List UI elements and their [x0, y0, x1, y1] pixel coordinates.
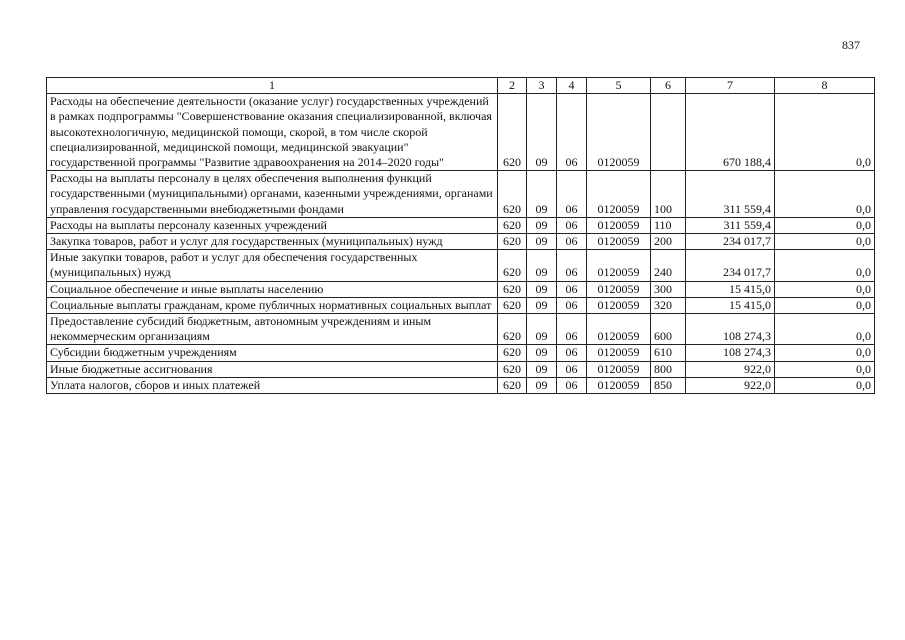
row-expense-type-cell: 800 [651, 361, 686, 377]
row-code-cell: 620 [498, 361, 527, 377]
row-code-cell: 620 [498, 314, 527, 345]
row-name-cell: Иные бюджетные ассигнования [47, 361, 498, 377]
row-name-cell: Расходы на выплаты персоналу казенных учреждений [47, 217, 498, 233]
row-subsection-cell: 06 [557, 234, 587, 250]
row-expense-type-cell: 850 [651, 377, 686, 393]
row-code-cell: 620 [498, 281, 527, 297]
row-amount-2-cell: 0,0 [775, 94, 875, 171]
row-code-cell: 620 [498, 217, 527, 233]
row-code-cell: 620 [498, 377, 527, 393]
row-section-cell: 09 [527, 361, 557, 377]
row-target-article-cell: 0120059 [587, 297, 651, 313]
row-section-cell: 09 [527, 171, 557, 218]
table-row [47, 345, 875, 361]
row-subsection-cell: 06 [557, 171, 587, 218]
header-cell: 4 [557, 78, 587, 94]
row-amount-cell: 234 017,7 [686, 234, 775, 250]
row-subsection-cell: 06 [557, 361, 587, 377]
row-amount-cell: 234 017,7 [686, 250, 775, 281]
row-amount-2-cell: 0,0 [775, 171, 875, 218]
header-cell: 2 [498, 78, 527, 94]
row-expense-type-cell: 300 [651, 281, 686, 297]
row-code-cell: 620 [498, 250, 527, 281]
header-cell: 1 [47, 78, 498, 94]
row-section-cell: 09 [527, 250, 557, 281]
row-expense-type-cell: 600 [651, 314, 686, 345]
row-name-cell: Иные закупки товаров, работ и услуг для обеспечения государственных (муниципальных) нужд [47, 250, 498, 281]
table-row [47, 234, 875, 250]
row-subsection-cell: 06 [557, 217, 587, 233]
row-expense-type-cell [651, 94, 686, 171]
row-section-cell: 09 [527, 281, 557, 297]
row-subsection-cell: 06 [557, 94, 587, 171]
table-row [47, 250, 875, 281]
header-cell: 8 [775, 78, 875, 94]
row-amount-2-cell: 0,0 [775, 217, 875, 233]
row-subsection-cell: 06 [557, 250, 587, 281]
row-code-cell: 620 [498, 171, 527, 218]
row-amount-2-cell: 0,0 [775, 345, 875, 361]
table-row [47, 361, 875, 377]
table-row [47, 281, 875, 297]
row-amount-cell: 922,0 [686, 361, 775, 377]
row-amount-cell: 311 559,4 [686, 217, 775, 233]
row-name-cell: Предоставление субсидий бюджетным, автономным учреждениям и иным некоммерческим организациям [47, 314, 498, 345]
row-section-cell: 09 [527, 217, 557, 233]
table-header-row [47, 78, 875, 94]
row-amount-2-cell: 0,0 [775, 297, 875, 313]
row-name-cell: Расходы на выплаты персоналу в целях обеспечения выполнения функций государственными (муниципальными) органами, казенными учреждениями, органами управления государственными внебюджетными фондами [47, 171, 498, 218]
row-section-cell: 09 [527, 234, 557, 250]
row-expense-type-cell: 110 [651, 217, 686, 233]
row-amount-cell: 922,0 [686, 377, 775, 393]
row-section-cell: 09 [527, 345, 557, 361]
row-section-cell: 09 [527, 297, 557, 313]
row-name-cell: Субсидии бюджетным учреждениям [47, 345, 498, 361]
row-amount-cell: 15 415,0 [686, 297, 775, 313]
row-target-article-cell: 0120059 [587, 171, 651, 218]
row-amount-2-cell: 0,0 [775, 361, 875, 377]
table-row [47, 171, 875, 218]
header-cell: 3 [527, 78, 557, 94]
row-amount-2-cell: 0,0 [775, 314, 875, 345]
row-subsection-cell: 06 [557, 281, 587, 297]
row-code-cell: 620 [498, 345, 527, 361]
row-name-cell: Расходы на обеспечение деятельности (оказание услуг) государственных учреждений в рамках подпрограммы "Совершенствование оказания специализированной, включая высокотехнологичную, медицинской помощи, скорой, в том числе скорой специализированной, медицинской помощи, медицинской эвакуации" государственной программы "Развитие здравоохранения на 2014–2020 годы" [47, 94, 498, 171]
table-row [47, 377, 875, 393]
row-expense-type-cell: 200 [651, 234, 686, 250]
row-amount-2-cell: 0,0 [775, 377, 875, 393]
table-row [47, 94, 875, 171]
row-code-cell: 620 [498, 234, 527, 250]
row-target-article-cell: 0120059 [587, 314, 651, 345]
header-cell: 5 [587, 78, 651, 94]
row-target-article-cell: 0120059 [587, 250, 651, 281]
row-code-cell: 620 [498, 297, 527, 313]
table-row [47, 297, 875, 313]
row-expense-type-cell: 610 [651, 345, 686, 361]
row-target-article-cell: 0120059 [587, 234, 651, 250]
row-target-article-cell: 0120059 [587, 94, 651, 171]
row-target-article-cell: 0120059 [587, 345, 651, 361]
table-row [47, 314, 875, 345]
row-subsection-cell: 06 [557, 377, 587, 393]
row-target-article-cell: 0120059 [587, 281, 651, 297]
row-target-article-cell: 0120059 [587, 377, 651, 393]
row-section-cell: 09 [527, 94, 557, 171]
row-amount-cell: 15 415,0 [686, 281, 775, 297]
row-subsection-cell: 06 [557, 314, 587, 345]
table-row [47, 217, 875, 233]
row-expense-type-cell: 100 [651, 171, 686, 218]
row-subsection-cell: 06 [557, 297, 587, 313]
row-amount-2-cell: 0,0 [775, 234, 875, 250]
header-cell: 7 [686, 78, 775, 94]
row-target-article-cell: 0120059 [587, 217, 651, 233]
row-target-article-cell: 0120059 [587, 361, 651, 377]
row-section-cell: 09 [527, 377, 557, 393]
page-number: 837 [842, 38, 860, 52]
row-amount-2-cell: 0,0 [775, 250, 875, 281]
row-amount-cell: 108 274,3 [686, 314, 775, 345]
row-subsection-cell: 06 [557, 345, 587, 361]
budget-table [46, 77, 875, 394]
row-section-cell: 09 [527, 314, 557, 345]
row-expense-type-cell: 320 [651, 297, 686, 313]
header-cell: 6 [651, 78, 686, 94]
row-amount-2-cell: 0,0 [775, 281, 875, 297]
row-name-cell: Уплата налогов, сборов и иных платежей [47, 377, 498, 393]
row-name-cell: Закупка товаров, работ и услуг для государственных (муниципальных) нужд [47, 234, 498, 250]
row-name-cell: Социальные выплаты гражданам, кроме публичных нормативных социальных выплат [47, 297, 498, 313]
row-amount-cell: 670 188,4 [686, 94, 775, 171]
row-amount-cell: 311 559,4 [686, 171, 775, 218]
row-code-cell: 620 [498, 94, 527, 171]
row-expense-type-cell: 240 [651, 250, 686, 281]
row-amount-cell: 108 274,3 [686, 345, 775, 361]
row-name-cell: Социальное обеспечение и иные выплаты населению [47, 281, 498, 297]
